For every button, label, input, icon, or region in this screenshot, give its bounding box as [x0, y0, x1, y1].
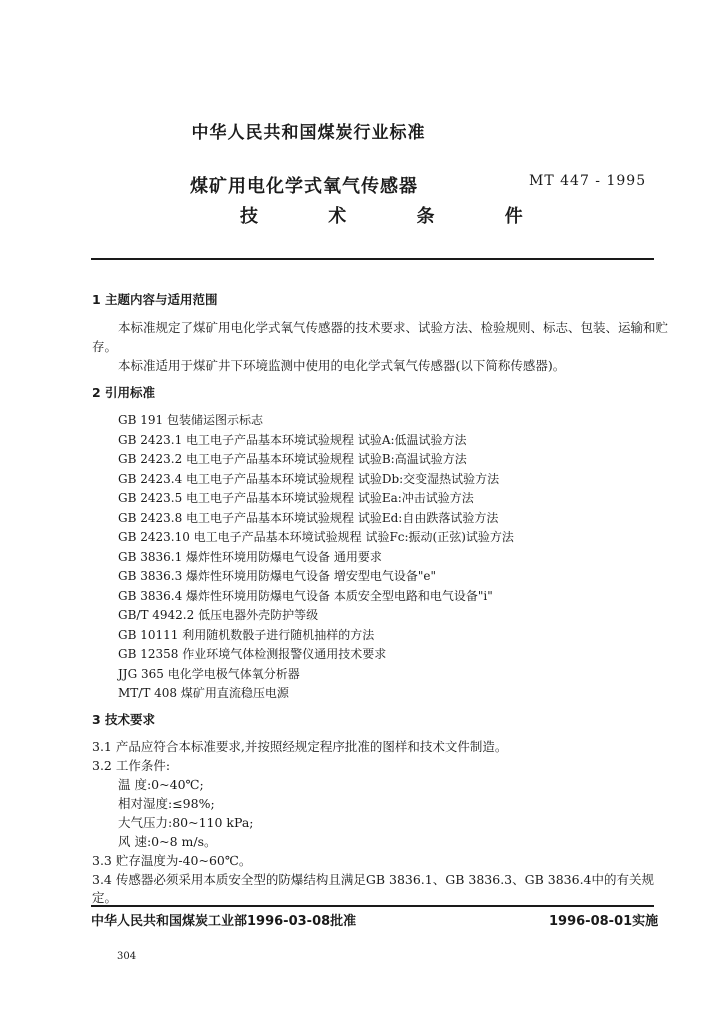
reference-item: GB 2423.2 电工电子产品基本环境试验规程 试验B:高温试验方法	[118, 452, 467, 466]
document-title-line2: 技 术 条 件	[240, 206, 543, 227]
reference-item: GB 10111 利用随机数骰子进行随机抽样的方法	[118, 627, 375, 642]
standard-code: MT 447 - 1995	[529, 173, 647, 189]
condition-humidity: 相对湿度:≤98%;	[118, 796, 215, 811]
item-3-4-cont: 定。	[92, 890, 118, 905]
reference-item: GB 3836.4 爆炸性环境用防爆电气设备 本质安全型电路和电气设备"i"	[118, 588, 493, 603]
condition-temperature: 温 度:0~40℃;	[118, 777, 204, 792]
reference-item: GB 12358 作业环境气体检测报警仪通用技术要求	[118, 647, 387, 661]
footer-divider	[91, 905, 654, 907]
reference-item: GB 2423.1 电工电子产品基本环境试验规程 试验A:低温试验方法	[118, 432, 467, 447]
section-1-heading: 1 主题内容与适用范围	[92, 292, 218, 307]
section-3-heading: 3 技术要求	[92, 712, 156, 727]
section-2-heading: 2 引用标准	[92, 385, 156, 400]
reference-item: MT/T 408 煤矿用直流稳压电源	[118, 686, 289, 700]
reference-item: GB 2423.4 电工电子产品基本环境试验规程 试验Db:交变湿热试验方法	[118, 471, 500, 486]
reference-item: JJG 365 电化学电极气体氧分析器	[118, 666, 300, 681]
section-1-paragraph-2: 本标准适用于煤矿井下环境监测中使用的电化学式氧气传感器(以下简称传感器)。	[118, 358, 566, 373]
implementation-date: 1996-08-01实施	[549, 914, 659, 929]
condition-wind-speed: 风 速:0~8 m/s。	[118, 834, 217, 849]
approval-line: 中华人民共和国煤炭工业部1996-03-08批准	[91, 914, 357, 929]
reference-item: GB 3836.1 爆炸性环境用防爆电气设备 通用要求	[118, 549, 382, 564]
reference-item: GB 3836.3 爆炸性环境用防爆电气设备 增安型电气设备"e"	[118, 569, 436, 583]
item-3-1: 3.1 产品应符合本标准要求,并按照经规定程序批准的图样和技术文件制造。	[92, 739, 508, 754]
section-1-paragraph-1-cont: 存。	[92, 339, 118, 354]
header-divider	[91, 258, 654, 260]
reference-item: GB 191 包装储运图示标志	[118, 413, 263, 427]
item-3-4: 3.4 传感器必须采用本质安全型的防爆结构且满足GB 3836.1、GB 3836.3、GB 3836.4中的有关规	[92, 872, 655, 887]
reference-item: GB 2423.10 电工电子产品基本环境试验规程 试验Fc:振动(正弦)试验方法	[118, 530, 514, 544]
reference-item: GB/T 4942.2 低压电器外壳防护等级	[118, 608, 319, 622]
item-3-2: 3.2 工作条件:	[92, 758, 171, 773]
document-title-line1: 煤矿用电化学式氧气传感器	[190, 176, 418, 197]
reference-item: GB 2423.8 电工电子产品基本环境试验规程 试验Ed:自由跌落试验方法	[118, 510, 499, 525]
section-1-paragraph-1: 本标准规定了煤矿用电化学式氧气传感器的技术要求、试验方法、检验规则、标志、包装、运输和贮	[118, 320, 669, 335]
item-3-3: 3.3 贮存温度为-40~60℃。	[92, 853, 252, 868]
reference-item: GB 2423.5 电工电子产品基本环境试验规程 试验Ea:冲击试验方法	[118, 491, 474, 505]
page-number: 304	[117, 951, 137, 962]
issuing-organization: 中华人民共和国煤炭行业标准	[191, 123, 426, 143]
condition-pressure: 大气压力:80~110 kPa;	[118, 815, 254, 830]
